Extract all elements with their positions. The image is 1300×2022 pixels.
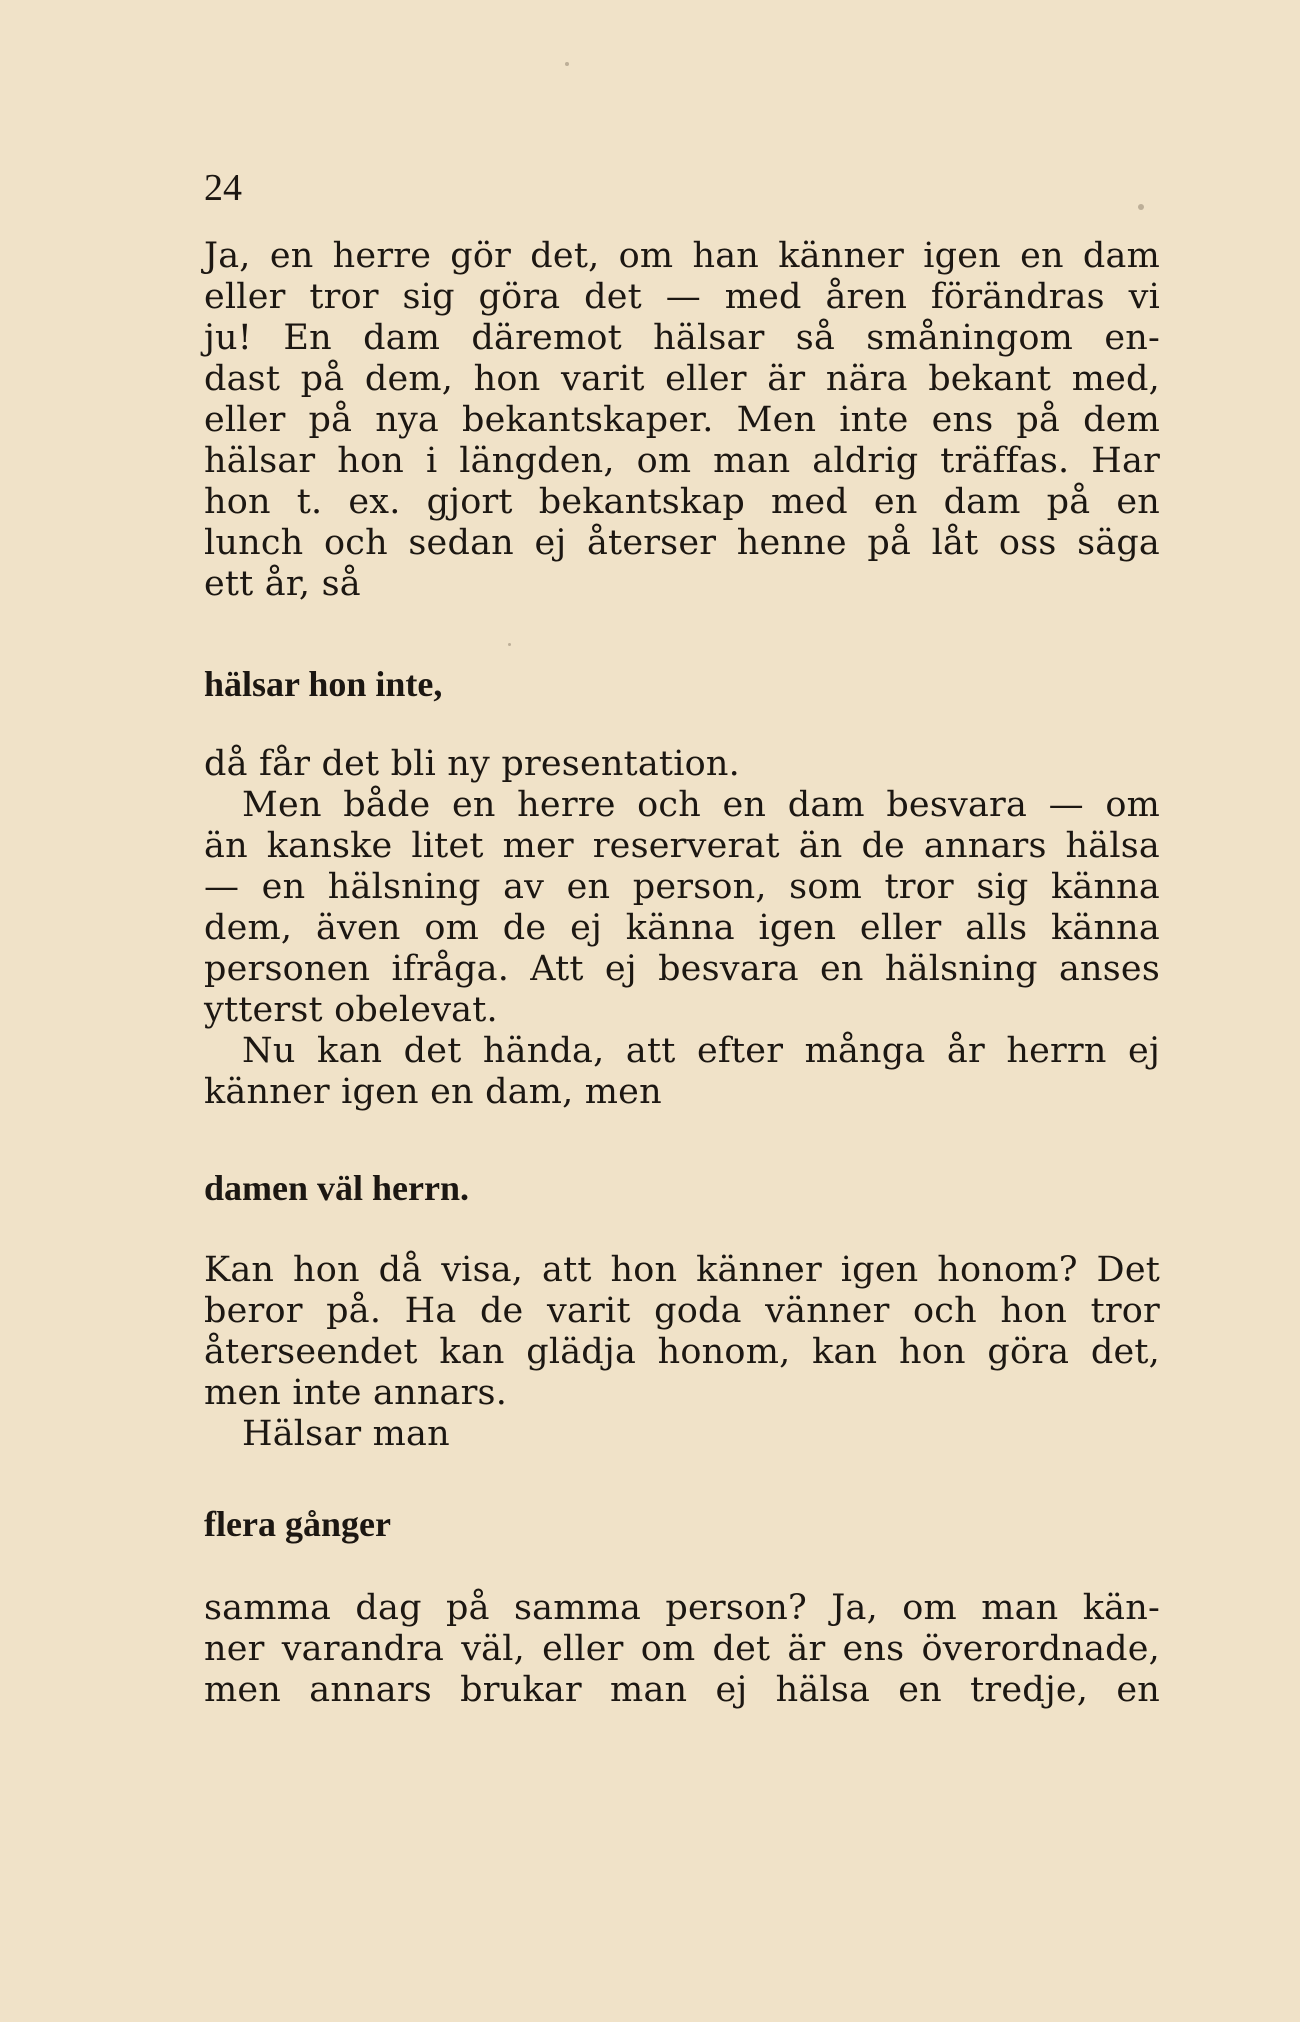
marginal-heading-3: flera gånger xyxy=(204,1504,391,1544)
text-line: beror på. Ha de varit goda vänner och hon tror xyxy=(204,1291,1160,1331)
text-line: lunch och sedan ej återser henne på låt oss säga xyxy=(204,523,1160,563)
text-line: Nu kan det hända, att efter många år herrn ej xyxy=(242,1031,1160,1071)
marginal-heading-1: hälsar hon inte, xyxy=(204,664,443,704)
text-line: ner varandra väl, eller om det är ens överordnade, xyxy=(204,1629,1160,1669)
text-line: eller tror sig göra det — med åren förändras vi xyxy=(204,277,1160,317)
paragraph-block-2 xyxy=(204,744,1160,1113)
text-line: Men både en herre och en dam besvara — om xyxy=(242,785,1160,825)
page-number: 24 xyxy=(204,167,242,209)
text-line: känner igen en dam, men xyxy=(204,1072,662,1112)
text-line: Ja, en herre gör det, om han känner igen en dam xyxy=(204,236,1160,276)
text-line: Kan hon då visa, att hon känner igen honom? Det xyxy=(204,1250,1160,1290)
text-line: ju! En dam däremot hälsar så småningom en- xyxy=(204,318,1160,358)
paper-speck xyxy=(508,643,511,646)
paper-speck xyxy=(565,62,569,66)
text-line: eller på nya bekantskaper. Men inte ens på dem xyxy=(204,400,1160,440)
paragraph-block-1 xyxy=(204,236,1160,605)
text-line: hon t. ex. gjort bekantskap med en dam på en xyxy=(204,482,1160,522)
paragraph-block-3 xyxy=(204,1250,1160,1455)
text-line: dast på dem, hon varit eller är nära bekant med, xyxy=(204,359,1160,399)
text-line: då får det bli ny presentation. xyxy=(204,744,740,784)
text-line: ytterst obelevat. xyxy=(204,990,498,1030)
text-line: personen ifråga. Att ej besvara en hälsning anses xyxy=(204,949,1160,989)
text-line: men inte annars. xyxy=(204,1373,508,1413)
text-line: Hälsar man xyxy=(242,1414,450,1454)
text-line: dem, även om de ej känna igen eller alls känna xyxy=(204,908,1160,948)
text-line: — en hälsning av en person, som tror sig känna xyxy=(204,867,1160,907)
marginal-heading-2: damen väl herrn. xyxy=(204,1168,469,1208)
text-line: återseendet kan glädja honom, kan hon göra det, xyxy=(204,1332,1160,1372)
text-line: samma dag på samma person? Ja, om man kän- xyxy=(204,1588,1160,1628)
text-line: än kanske litet mer reserverat än de annars hälsa xyxy=(204,826,1160,866)
paragraph-block-4 xyxy=(204,1588,1160,1711)
text-line: men annars brukar man ej hälsa en tredje, en xyxy=(204,1670,1160,1710)
text-line: hälsar hon i längden, om man aldrig träffas. Har xyxy=(204,441,1160,481)
paper-speck xyxy=(1138,204,1144,210)
text-line: ett år, så xyxy=(204,564,361,604)
